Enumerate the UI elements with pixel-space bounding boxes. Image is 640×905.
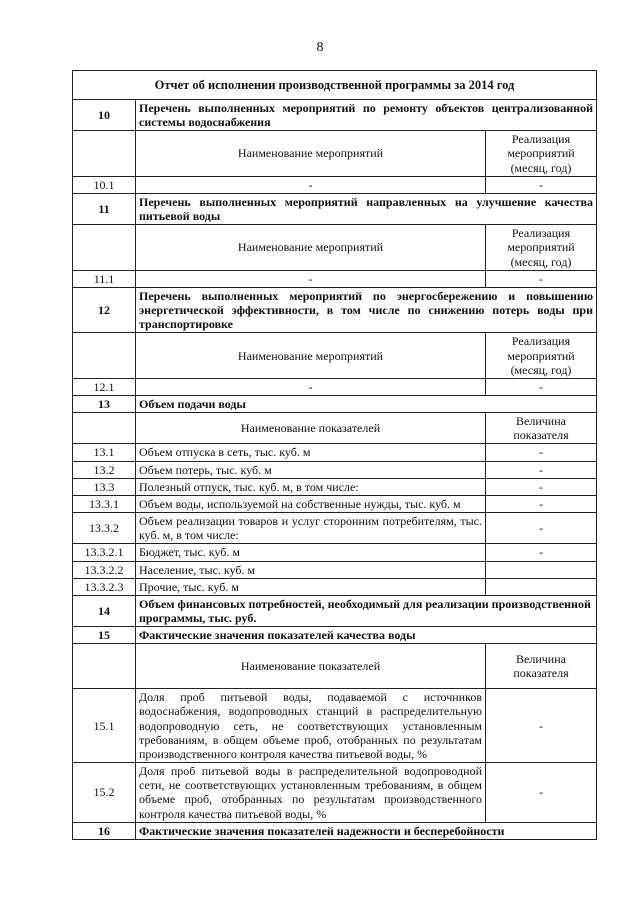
table-row [73,176,597,193]
row-value: - [486,478,597,495]
section-header-row [73,287,597,332]
row-value: - [486,544,597,561]
row-number: 12.1 [73,378,136,395]
section-number: 12 [73,287,136,332]
empty-cell [73,225,136,270]
section-title: Объем подачи воды [136,395,597,412]
row-name: Население, тыс. куб. м [136,561,486,578]
row-name: Объем воды, используемой на собственные нужды, тыс. куб. м [136,495,486,512]
column-header-name: Наименование мероприятий [136,131,486,176]
section-number: 10 [73,100,136,131]
column-header-value: Реализация мероприятий (месяц, год) [486,131,597,176]
empty-cell [73,131,136,176]
column-header-row [73,333,597,378]
section-header-row [73,395,597,412]
row-number: 13.3 [73,478,136,495]
table-row [73,561,597,578]
section-header-row [73,100,597,131]
table-row [73,578,597,595]
table-row [73,270,597,287]
row-name: - [136,176,486,193]
table-row [73,689,597,763]
column-header-value: Реализация мероприятий (месяц, год) [486,225,597,270]
table-row [73,378,597,395]
row-value [486,561,597,578]
section-header-row [73,595,597,626]
row-value: - [486,495,597,512]
column-header-name: Наименование мероприятий [136,333,486,378]
report-title-row [73,71,597,100]
row-value: - [486,763,597,823]
section-title: Перечень выполненных мероприятий по энергосбережению и повышению энергетической эффективности, в том числе по снижению потерь воды при транспортировке [136,287,597,332]
row-name: Объем реализации товаров и услуг сторонним потребителям, тыс. куб. м, в том числе: [136,513,486,544]
row-number: 13.3.2.2 [73,561,136,578]
empty-cell [73,644,136,689]
row-value [486,578,597,595]
section-title: Перечень выполненных мероприятий по ремонту объектов централизованной системы водоснабжения [136,100,597,131]
row-number: 11.1 [73,270,136,287]
row-number: 13.3.2.1 [73,544,136,561]
section-number: 16 [73,822,136,839]
section-title: Фактические значения показателей качества воды [136,627,597,644]
table-row [73,478,597,495]
row-number: 13.2 [73,461,136,478]
column-header-value: Реализация мероприятий (месяц, год) [486,333,597,378]
row-number: 13.3.2 [73,513,136,544]
column-header-row [73,225,597,270]
table-row [73,461,597,478]
row-value: - [486,378,597,395]
section-number: 13 [73,395,136,412]
section-number: 14 [73,595,136,626]
column-header-row [73,644,597,689]
column-header-value: Величина показателя [486,413,597,444]
section-title: Объем финансовых потребностей, необходимый для реализации производственной программы, тыс. руб. [136,595,597,626]
row-name: Прочие, тыс. куб. м [136,578,486,595]
empty-cell [73,333,136,378]
column-header-value: Величина показателя [486,644,597,689]
row-name: Объем отпуска в сеть, тыс. куб. м [136,444,486,461]
row-value: - [486,461,597,478]
table-row [73,763,597,823]
row-name: - [136,270,486,287]
column-header-name: Наименование мероприятий [136,225,486,270]
row-name: Доля проб питьевой воды, подаваемой с источников водоснабжения, водопроводных станций в распределительную водопроводную сеть, не соответствующих установленным требованиям, в общем объеме проб, отобранных по результатам производственного контроля качества питьевой воды, % [136,689,486,763]
column-header-row [73,413,597,444]
section-header-row [73,627,597,644]
row-number: 13.3.2.3 [73,578,136,595]
section-header-row [73,822,597,839]
section-title: Фактические значения показателей надежности и бесперебойности [136,822,597,839]
row-value: - [486,176,597,193]
row-value: - [486,444,597,461]
column-header-row [73,131,597,176]
section-number: 11 [73,193,136,224]
row-name: Полезный отпуск, тыс. куб. м, в том числе: [136,478,486,495]
report-title: Отчет об исполнении производственной программы за 2014 год [73,71,597,100]
row-value: - [486,513,597,544]
empty-cell [73,413,136,444]
table-row [73,495,597,512]
row-number: 10.1 [73,176,136,193]
section-header-row [73,193,597,224]
row-number: 13.1 [73,444,136,461]
page-number: 8 [316,40,324,55]
section-title: Перечень выполненных мероприятий направленных на улучшение качества питьевой воды [136,193,597,224]
table-row [73,544,597,561]
row-number: 13.3.1 [73,495,136,512]
row-value: - [486,270,597,287]
row-name: Бюджет, тыс. куб. м [136,544,486,561]
column-header-name: Наименование показателей [136,413,486,444]
section-number: 15 [73,627,136,644]
row-name: Объем потерь, тыс. куб. м [136,461,486,478]
row-number: 15.2 [73,763,136,823]
row-name: Доля проб питьевой воды в распределительной водопроводной сети, не соответствующих установленным требованиям, в общем объеме проб, отобранных по результатам производственного контроля качества питьевой воды, % [136,763,486,823]
column-header-name: Наименование показателей [136,644,486,689]
row-name: - [136,378,486,395]
production-program-report-table [72,70,597,840]
row-number: 15.1 [73,689,136,763]
table-row [73,444,597,461]
table-row [73,513,597,544]
row-value: - [486,689,597,763]
